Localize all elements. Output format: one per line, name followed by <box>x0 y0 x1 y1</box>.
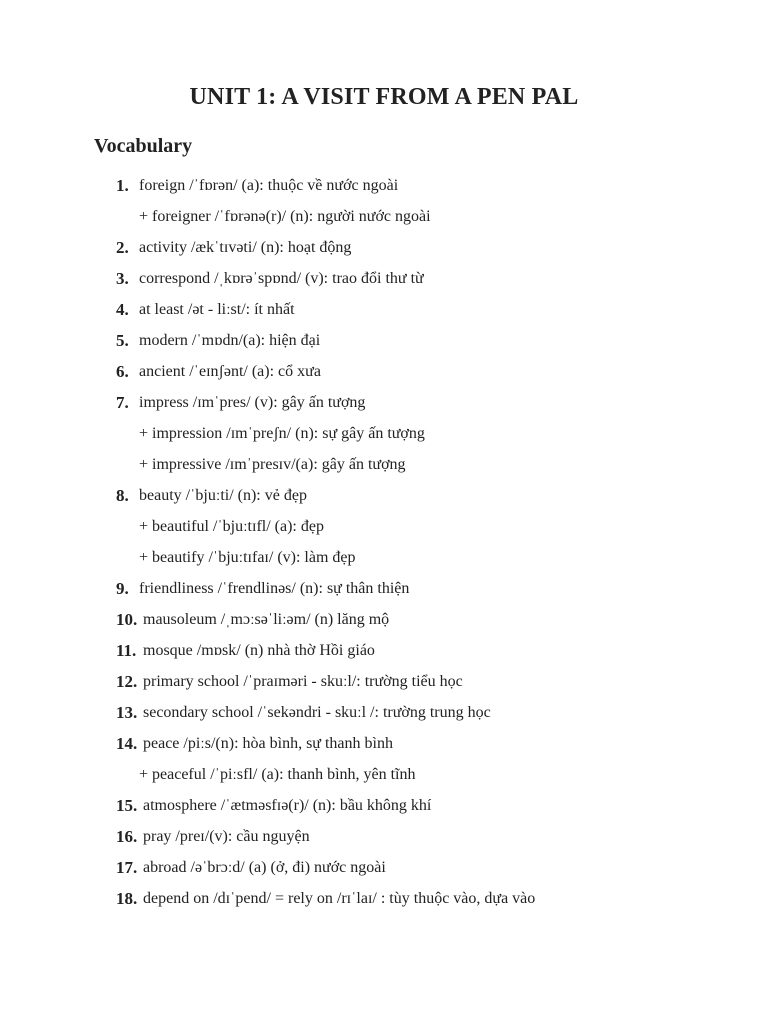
vocab-sub-entry: + impressive /ɪmˈpresɪv/(a): gây ấn tượng <box>139 456 406 473</box>
vocab-row <box>0 170 768 201</box>
vocab-sub-entry: + beautify /ˈbjuːtɪfaɪ/ (v): làm đẹp <box>139 549 356 566</box>
vocab-row <box>0 573 768 604</box>
vocab-sub-entry: + beautiful /ˈbjuːtɪfl/ (a): đẹp <box>139 518 324 535</box>
vocab-number: 14. <box>116 734 138 753</box>
vocab-entry: impress /ɪmˈpres/ (v): gây ấn tượng <box>139 394 366 411</box>
vocab-row <box>0 356 768 387</box>
vocab-entry: abroad /əˈbrɔːd/ (a) (ở, đi) nước ngoài <box>143 859 386 876</box>
vocab-entry: foreign /ˈfɒrən/ (a): thuộc về nước ngoài <box>139 177 399 194</box>
vocab-sub-entry: + peaceful /ˈpiːsfl/ (a): thanh bình, yên tĩnh <box>139 766 416 783</box>
vocab-entry: secondary school /ˈsekəndri - skuːl /: trường trung học <box>143 704 491 721</box>
vocab-entry: beauty /ˈbjuːti/ (n): vẻ đẹp <box>139 487 307 504</box>
vocab-entry: primary school /ˈpraɪməri - skuːl/: trường tiểu học <box>143 673 463 690</box>
vocab-row <box>0 821 768 852</box>
vocab-row <box>0 852 768 883</box>
vocab-number: 12. <box>116 672 138 691</box>
vocab-row <box>0 883 768 914</box>
vocab-entry: atmosphere /ˈætməsfɪə(r)/ (n): bầu không khí <box>143 797 432 814</box>
vocab-row <box>0 232 768 263</box>
vocab-number: 7. <box>116 393 129 412</box>
vocab-entry: mausoleum /ˌmɔːsəˈliːəm/ (n) lăng mộ <box>143 611 390 628</box>
vocab-row <box>0 635 768 666</box>
vocab-number: 6. <box>116 362 129 381</box>
vocabulary-list <box>0 170 768 914</box>
vocab-row <box>0 325 768 356</box>
vocab-entry: mosque /mɒsk/ (n) nhà thờ Hồi giáo <box>143 642 375 659</box>
vocab-row <box>0 790 768 821</box>
vocab-entry: friendliness /ˈfrendlinəs/ (n): sự thân thiện <box>139 580 410 597</box>
vocab-entry: modern /ˈmɒdn/(a): hiện đại <box>139 332 321 349</box>
vocab-number: 16. <box>116 827 138 846</box>
vocab-row <box>0 542 768 573</box>
vocab-row <box>0 480 768 511</box>
vocab-row <box>0 263 768 294</box>
vocab-row <box>0 201 768 232</box>
vocab-number: 4. <box>116 300 129 319</box>
vocab-row <box>0 449 768 480</box>
vocab-number: 18. <box>116 889 138 908</box>
vocab-row <box>0 697 768 728</box>
vocab-entry: peace /piːs/(n): hòa bình, sự thanh bình <box>143 735 393 752</box>
vocab-row <box>0 728 768 759</box>
vocab-number: 17. <box>116 858 138 877</box>
vocab-number: 9. <box>116 579 129 598</box>
vocab-entry: depend on /dɪˈpend/ = rely on /rɪˈlaɪ/ : tùy thuộc vào, dựa vào <box>143 890 536 907</box>
vocab-row <box>0 418 768 449</box>
vocab-entry: activity /ækˈtɪvəti/ (n): hoạt động <box>139 239 352 256</box>
vocab-row <box>0 666 768 697</box>
vocab-number: 3. <box>116 269 129 288</box>
vocab-number: 2. <box>116 238 129 257</box>
vocab-number: 1. <box>116 176 129 195</box>
vocab-number: 8. <box>116 486 129 505</box>
page-title: UNIT 1: A VISIT FROM A PEN PAL <box>189 84 579 110</box>
vocab-row <box>0 511 768 542</box>
vocab-row <box>0 294 768 325</box>
section-heading: Vocabulary <box>94 135 193 157</box>
vocab-row <box>0 759 768 790</box>
vocab-sub-entry: + impression /ɪmˈpreʃn/ (n): sự gây ấn tượng <box>139 425 425 442</box>
vocab-entry: pray /preɪ/(v): cầu nguyện <box>143 828 310 845</box>
vocab-entry: ancient /ˈeɪnʃənt/ (a): cổ xưa <box>139 363 321 380</box>
vocab-number: 11. <box>116 641 137 660</box>
vocab-number: 10. <box>116 610 138 629</box>
vocab-entry: correspond /ˌkɒrəˈspɒnd/ (v): trao đổi thư từ <box>139 270 424 287</box>
vocab-number: 13. <box>116 703 138 722</box>
vocab-sub-entry: + foreigner /ˈfɒrənə(r)/ (n): người nước ngoài <box>139 208 431 225</box>
vocab-row <box>0 387 768 418</box>
vocab-row <box>0 604 768 635</box>
vocab-entry: at least /ət - liːst/: ít nhất <box>139 301 295 318</box>
vocab-number: 15. <box>116 796 138 815</box>
vocab-number: 5. <box>116 331 129 350</box>
